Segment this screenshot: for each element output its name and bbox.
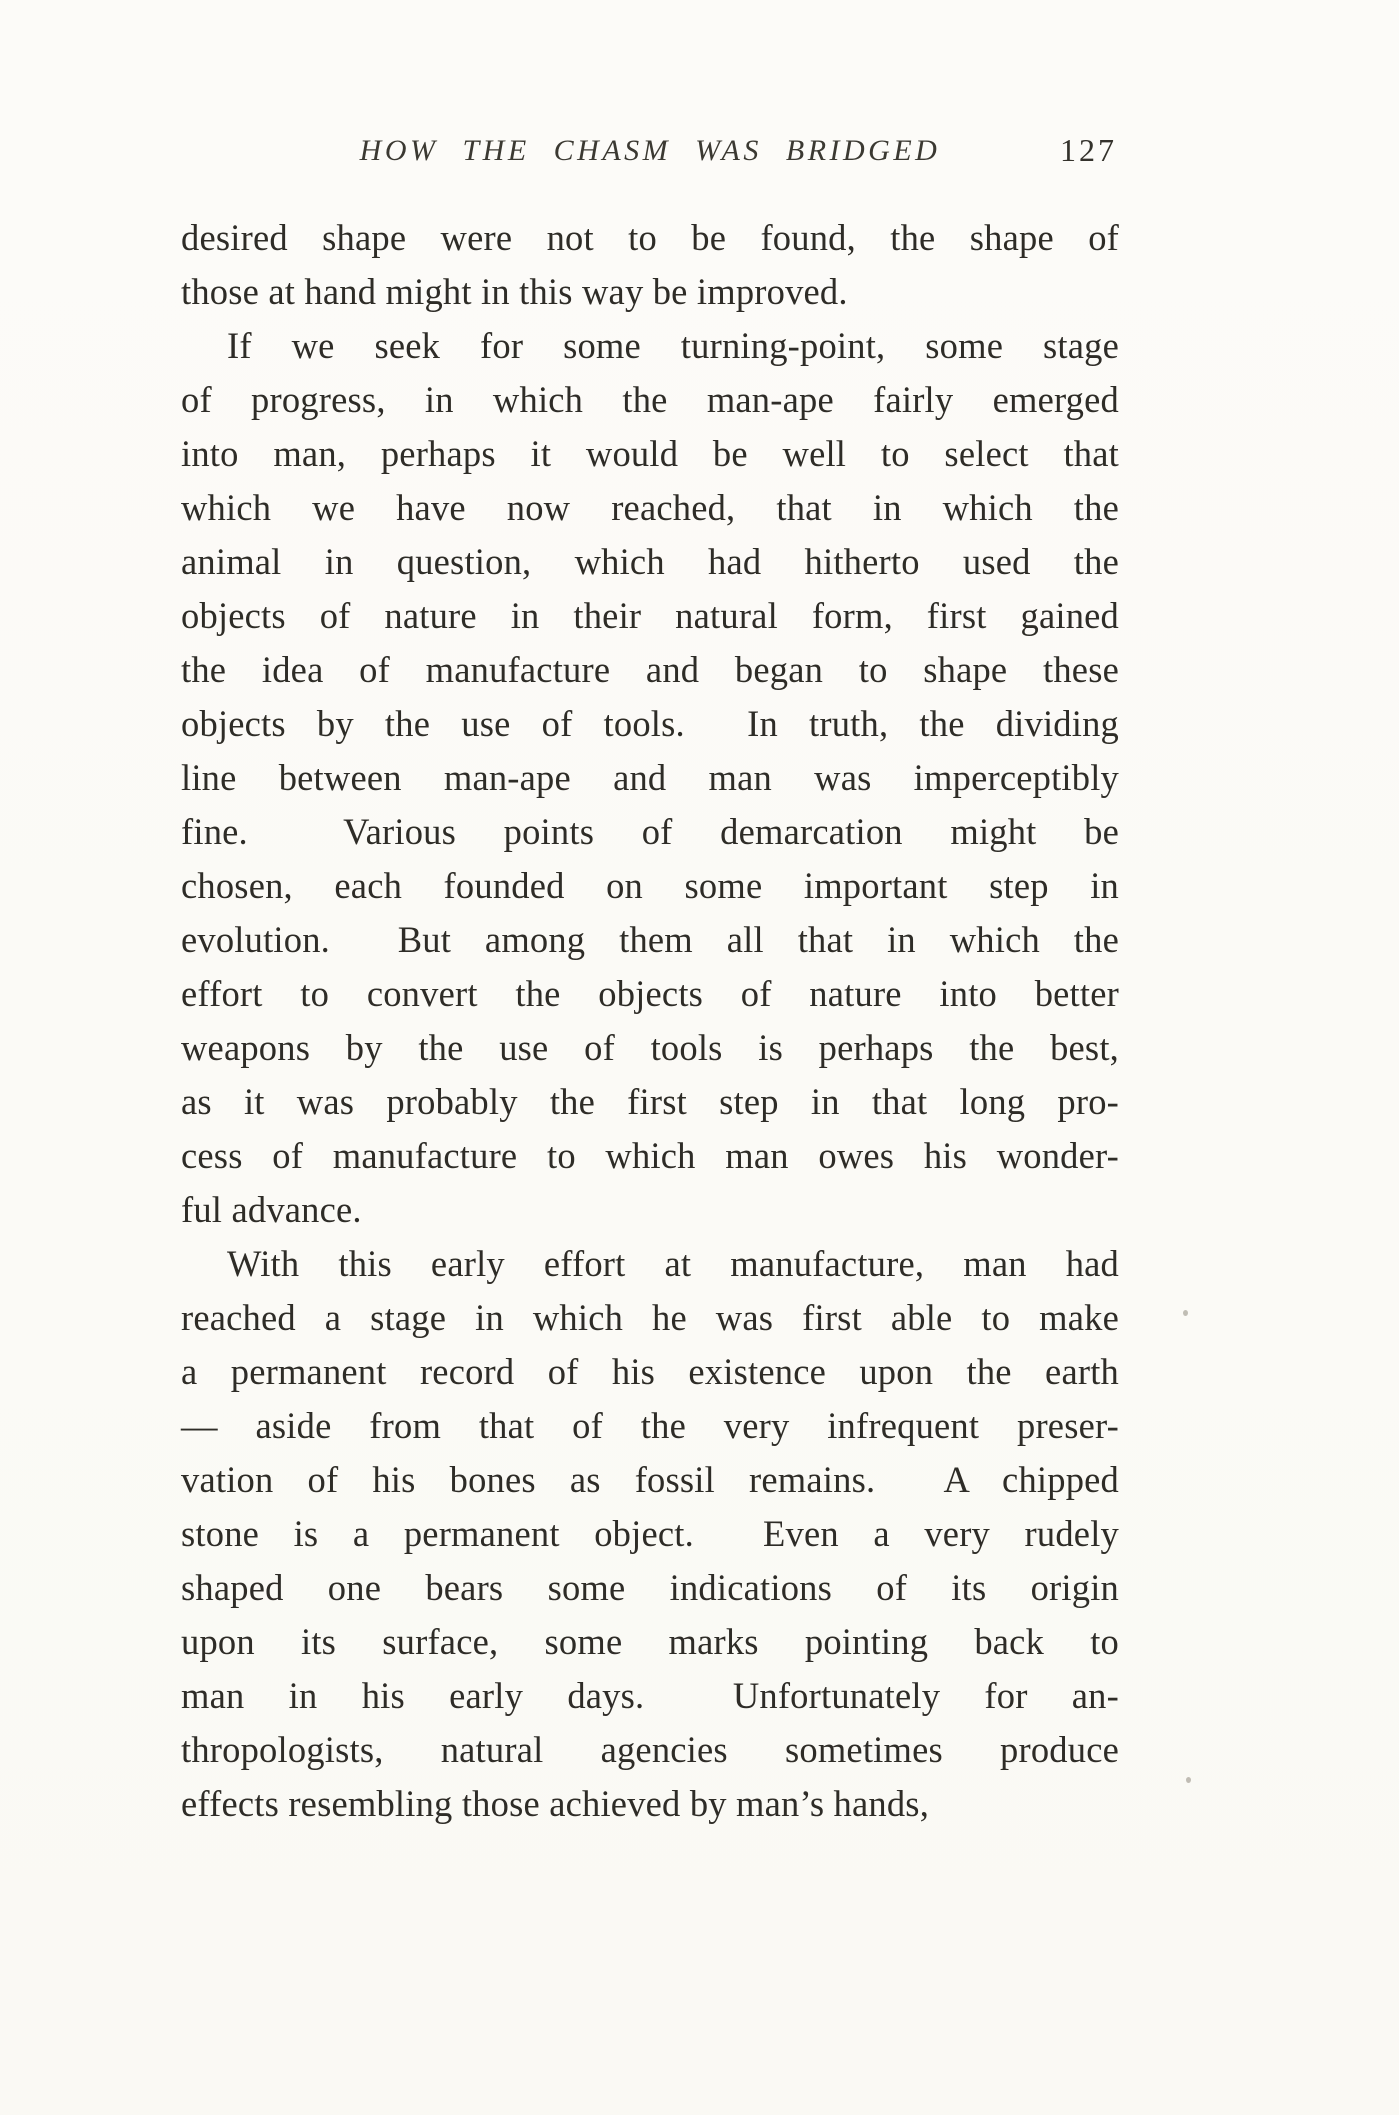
text-line: fine. Various points of demarcation might be xyxy=(181,811,1119,852)
text-line: With this early effort at manufacture, man had xyxy=(227,1243,1119,1284)
text-line: shaped one bears some indications of its origin xyxy=(181,1567,1119,1608)
text-line: line between man-ape and man was imperceptibly xyxy=(181,757,1119,798)
header-title: HOW THE CHASM WAS BRIDGED xyxy=(359,134,941,167)
text-line: those at hand might in this way be improved. xyxy=(181,271,848,312)
scan-speck xyxy=(1183,1310,1188,1316)
paragraph xyxy=(181,319,1119,1237)
scan-speck xyxy=(1186,1777,1191,1783)
text-line: chosen, each founded on some important step in xyxy=(181,865,1119,906)
text-line: effort to convert the objects of nature into better xyxy=(181,973,1119,1014)
text-line: weapons by the use of tools is perhaps the best, xyxy=(181,1027,1119,1068)
page-number: 127 xyxy=(1060,132,1117,168)
paragraph xyxy=(181,211,1119,319)
text-line: thropologists, natural agencies sometimes produce xyxy=(181,1729,1119,1770)
page-body xyxy=(181,211,1119,1831)
text-line: the idea of manufacture and began to shape these xyxy=(181,649,1119,690)
text-line: evolution. But among them all that in which the xyxy=(181,919,1119,960)
text-line: objects by the use of tools. In truth, the dividing xyxy=(181,703,1119,744)
text-line: reached a stage in which he was first able to make xyxy=(181,1297,1119,1338)
running-header xyxy=(181,134,1119,178)
text-line: man in his early days. Unfortunately for an- xyxy=(181,1675,1119,1716)
text-line: ful advance. xyxy=(181,1189,362,1230)
text-line: a permanent record of his existence upon the earth xyxy=(181,1351,1119,1392)
text-line: as it was probably the first step in that long pro- xyxy=(181,1081,1119,1122)
text-line: animal in question, which had hitherto used the xyxy=(181,541,1119,582)
text-line: If we seek for some turning-point, some stage xyxy=(227,325,1119,366)
text-line: which we have now reached, that in which the xyxy=(181,487,1119,528)
text-line: stone is a permanent object. Even a very rudely xyxy=(181,1513,1119,1554)
text-line: effects resembling those achieved by man’s hands, xyxy=(181,1783,930,1824)
text-line: cess of manufacture to which man owes his wonder- xyxy=(181,1135,1119,1176)
paragraph xyxy=(181,1237,1119,1831)
text-line: of progress, in which the man-ape fairly emerged xyxy=(181,379,1119,420)
text-line: objects of nature in their natural form, first gained xyxy=(181,595,1119,636)
text-line: desired shape were not to be found, the shape of xyxy=(181,217,1119,258)
text-line: into man, perhaps it would be well to select that xyxy=(181,433,1119,474)
text-line: vation of his bones as fossil remains. A chipped xyxy=(181,1459,1119,1500)
text-line: upon its surface, some marks pointing back to xyxy=(181,1621,1119,1662)
text-line: — aside from that of the very infrequent preser- xyxy=(181,1405,1119,1446)
